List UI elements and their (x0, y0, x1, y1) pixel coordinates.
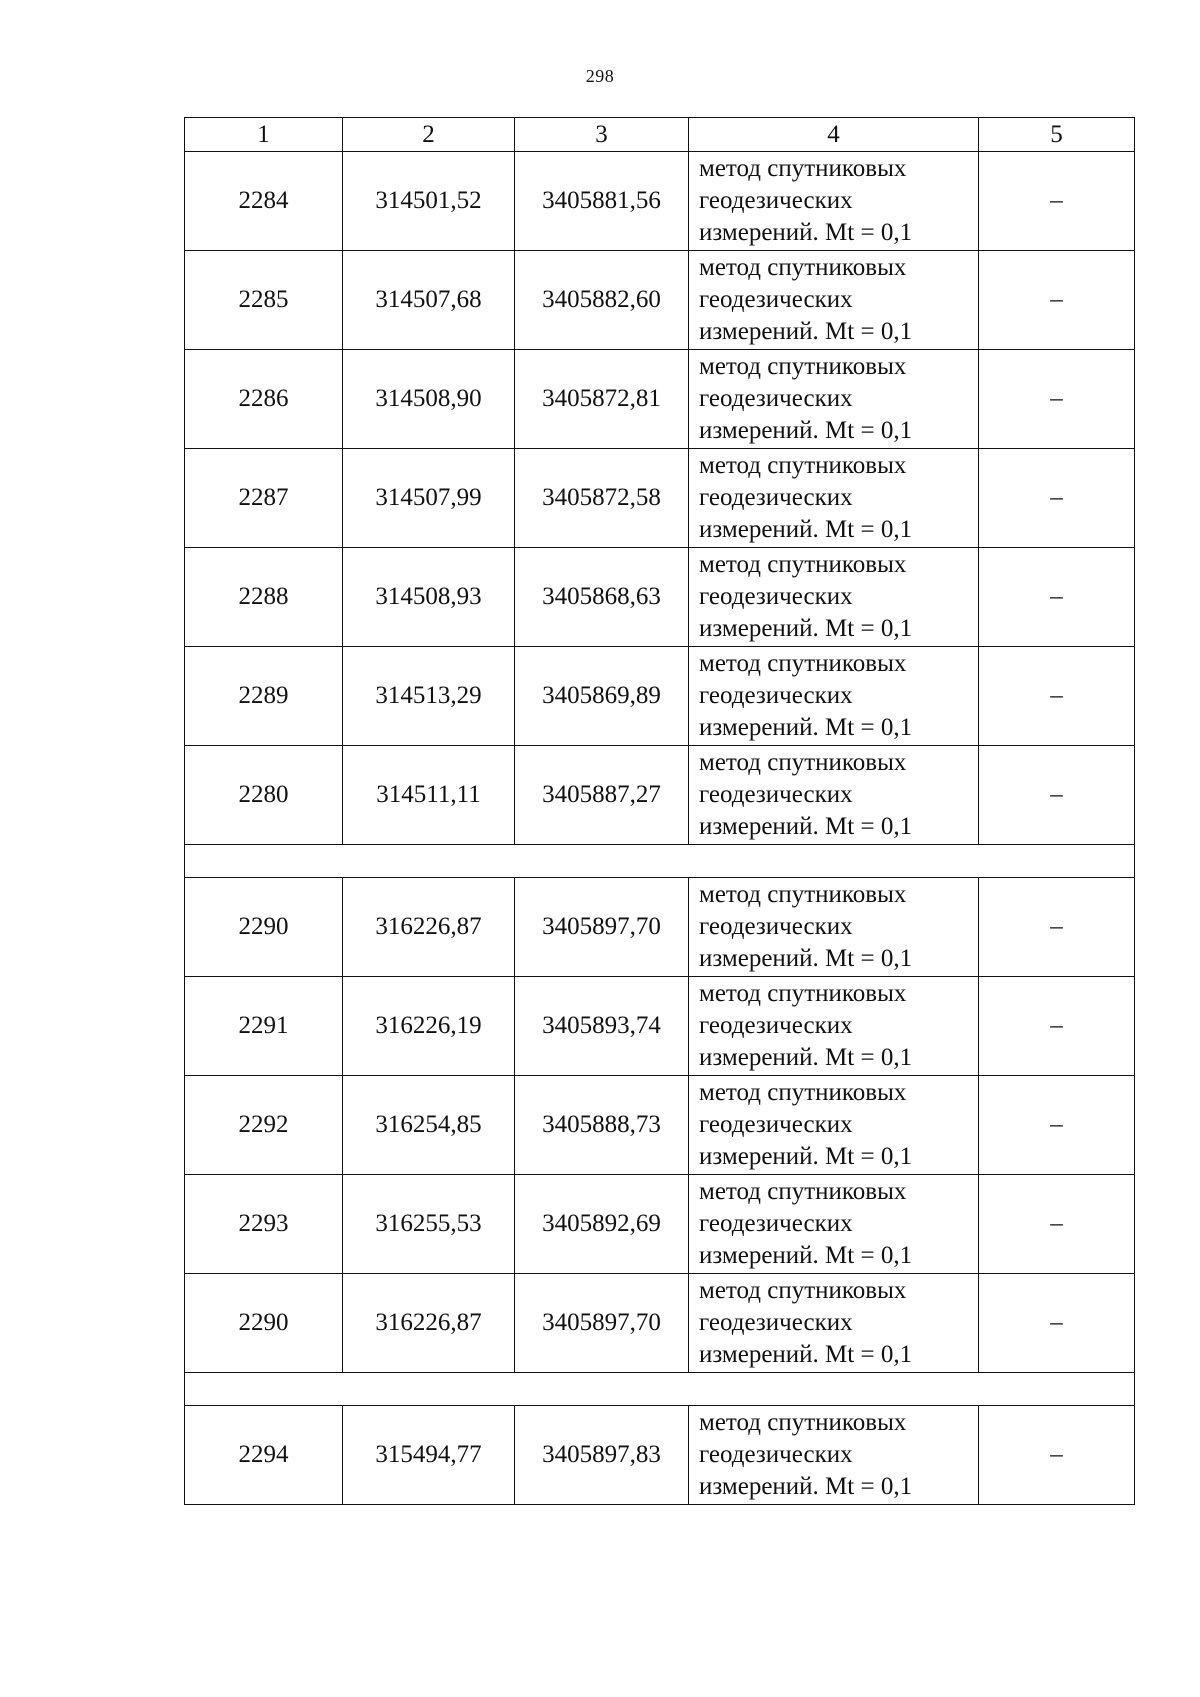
note-cell: – (979, 152, 1135, 251)
point-number-cell: 2289 (185, 647, 343, 746)
column-header-4: 4 (689, 118, 979, 152)
note-cell: – (979, 746, 1135, 845)
method-text-line: геодезических (699, 286, 853, 313)
method-text-line: геодезических (699, 781, 853, 808)
method-cell (689, 878, 979, 977)
point-number-cell: 2294 (185, 1406, 343, 1505)
method-cell (689, 1406, 979, 1505)
method-text-line: измерений. Mt = 0,1 (699, 945, 913, 972)
method-text-line: метод спутниковых (699, 1079, 907, 1106)
point-number-cell: 2293 (185, 1175, 343, 1274)
table-row (185, 977, 1135, 1076)
table-row (185, 1175, 1135, 1274)
method-text-line: измерений. Mt = 0,1 (699, 219, 913, 246)
y-coordinate-cell: 3405868,63 (515, 548, 689, 647)
point-number-cell: 2285 (185, 251, 343, 350)
table-row (185, 1406, 1135, 1505)
y-coordinate-cell: 3405897,70 (515, 878, 689, 977)
method-text-line: метод спутниковых (699, 353, 907, 380)
method-text-line: измерений. Mt = 0,1 (699, 417, 913, 444)
x-coordinate-cell: 314513,29 (343, 647, 515, 746)
method-cell (689, 152, 979, 251)
method-text-line: измерений. Mt = 0,1 (699, 813, 913, 840)
table-row (185, 746, 1135, 845)
method-text-line: геодезических (699, 1441, 853, 1468)
table-row (185, 251, 1135, 350)
note-cell: – (979, 251, 1135, 350)
table-row (185, 1274, 1135, 1373)
x-coordinate-cell: 316226,87 (343, 878, 515, 977)
table-body (185, 152, 1135, 1505)
point-number-cell: 2288 (185, 548, 343, 647)
x-coordinate-cell: 314501,52 (343, 152, 515, 251)
x-coordinate-cell: 314511,11 (343, 746, 515, 845)
method-text-line: метод спутниковых (699, 980, 907, 1007)
method-text-line: метод спутниковых (699, 452, 907, 479)
method-text-line: измерений. Mt = 0,1 (699, 1242, 913, 1269)
method-text-line: геодезических (699, 385, 853, 412)
table-row (185, 548, 1135, 647)
column-header-5: 5 (979, 118, 1135, 152)
method-text-line: геодезических (699, 913, 853, 940)
method-text-line: геодезических (699, 583, 853, 610)
y-coordinate-cell: 3405869,89 (515, 647, 689, 746)
y-coordinate-cell: 3405897,70 (515, 1274, 689, 1373)
method-cell (689, 1175, 979, 1274)
method-text-line: измерений. Mt = 0,1 (699, 615, 913, 642)
x-coordinate-cell: 316255,53 (343, 1175, 515, 1274)
method-text-line: измерений. Mt = 0,1 (699, 1473, 913, 1500)
note-cell: – (979, 1406, 1135, 1505)
y-coordinate-cell: 3405893,74 (515, 977, 689, 1076)
method-cell (689, 251, 979, 350)
y-coordinate-cell: 3405881,56 (515, 152, 689, 251)
method-text-line: измерений. Mt = 0,1 (699, 516, 913, 543)
x-coordinate-cell: 315494,77 (343, 1406, 515, 1505)
column-header-2: 2 (343, 118, 515, 152)
group-separator-row (185, 845, 1135, 878)
method-text-line: геодезических (699, 682, 853, 709)
y-coordinate-cell: 3405892,69 (515, 1175, 689, 1274)
method-text-line: метод спутниковых (699, 155, 907, 182)
method-text-line: геодезических (699, 187, 853, 214)
coordinates-table (184, 117, 1135, 1505)
method-text-line: геодезических (699, 484, 853, 511)
y-coordinate-cell: 3405887,27 (515, 746, 689, 845)
method-cell (689, 1076, 979, 1175)
table-header-row (185, 118, 1135, 152)
note-cell: – (979, 350, 1135, 449)
method-text-line: измерений. Mt = 0,1 (699, 714, 913, 741)
y-coordinate-cell: 3405897,83 (515, 1406, 689, 1505)
method-text-line: метод спутниковых (699, 551, 907, 578)
note-cell: – (979, 977, 1135, 1076)
point-number-cell: 2290 (185, 878, 343, 977)
method-text-line: метод спутниковых (699, 650, 907, 677)
method-text-line: метод спутниковых (699, 881, 907, 908)
x-coordinate-cell: 316226,87 (343, 1274, 515, 1373)
group-separator-cell (185, 845, 1135, 878)
x-coordinate-cell: 314507,68 (343, 251, 515, 350)
method-text-line: метод спутниковых (699, 1277, 907, 1304)
note-cell: – (979, 1274, 1135, 1373)
note-cell: – (979, 548, 1135, 647)
column-header-3: 3 (515, 118, 689, 152)
method-text-line: метод спутниковых (699, 1409, 907, 1436)
y-coordinate-cell: 3405872,81 (515, 350, 689, 449)
group-separator-row (185, 1373, 1135, 1406)
method-text-line: измерений. Mt = 0,1 (699, 1044, 913, 1071)
y-coordinate-cell: 3405872,58 (515, 449, 689, 548)
method-text-line: геодезических (699, 1309, 853, 1336)
note-cell: – (979, 1175, 1135, 1274)
table-row (185, 647, 1135, 746)
x-coordinate-cell: 316226,19 (343, 977, 515, 1076)
x-coordinate-cell: 314508,90 (343, 350, 515, 449)
method-cell (689, 449, 979, 548)
method-text-line: метод спутниковых (699, 254, 907, 281)
x-coordinate-cell: 314507,99 (343, 449, 515, 548)
method-cell (689, 548, 979, 647)
y-coordinate-cell: 3405888,73 (515, 1076, 689, 1175)
method-text-line: геодезических (699, 1210, 853, 1237)
point-number-cell: 2290 (185, 1274, 343, 1373)
table-row (185, 152, 1135, 251)
method-cell (689, 350, 979, 449)
point-number-cell: 2284 (185, 152, 343, 251)
note-cell: – (979, 878, 1135, 977)
method-cell (689, 647, 979, 746)
x-coordinate-cell: 314508,93 (343, 548, 515, 647)
table-row (185, 449, 1135, 548)
table-row (185, 1076, 1135, 1175)
page-number: 298 (585, 66, 615, 86)
note-cell: – (979, 1076, 1135, 1175)
x-coordinate-cell: 316254,85 (343, 1076, 515, 1175)
method-text-line: геодезических (699, 1111, 853, 1138)
method-cell (689, 1274, 979, 1373)
method-text-line: метод спутниковых (699, 749, 907, 776)
note-cell: – (979, 647, 1135, 746)
method-text-line: геодезических (699, 1012, 853, 1039)
method-text-line: измерений. Mt = 0,1 (699, 1341, 913, 1368)
note-cell: – (979, 449, 1135, 548)
point-number-cell: 2291 (185, 977, 343, 1076)
method-cell (689, 746, 979, 845)
point-number-cell: 2292 (185, 1076, 343, 1175)
method-text-line: измерений. Mt = 0,1 (699, 1143, 913, 1170)
table-row (185, 350, 1135, 449)
method-text-line: метод спутниковых (699, 1178, 907, 1205)
table-row (185, 878, 1135, 977)
point-number-cell: 2286 (185, 350, 343, 449)
y-coordinate-cell: 3405882,60 (515, 251, 689, 350)
method-cell (689, 977, 979, 1076)
method-text-line: измерений. Mt = 0,1 (699, 318, 913, 345)
point-number-cell: 2287 (185, 449, 343, 548)
group-separator-cell (185, 1373, 1135, 1406)
column-header-1: 1 (185, 118, 343, 152)
point-number-cell: 2280 (185, 746, 343, 845)
